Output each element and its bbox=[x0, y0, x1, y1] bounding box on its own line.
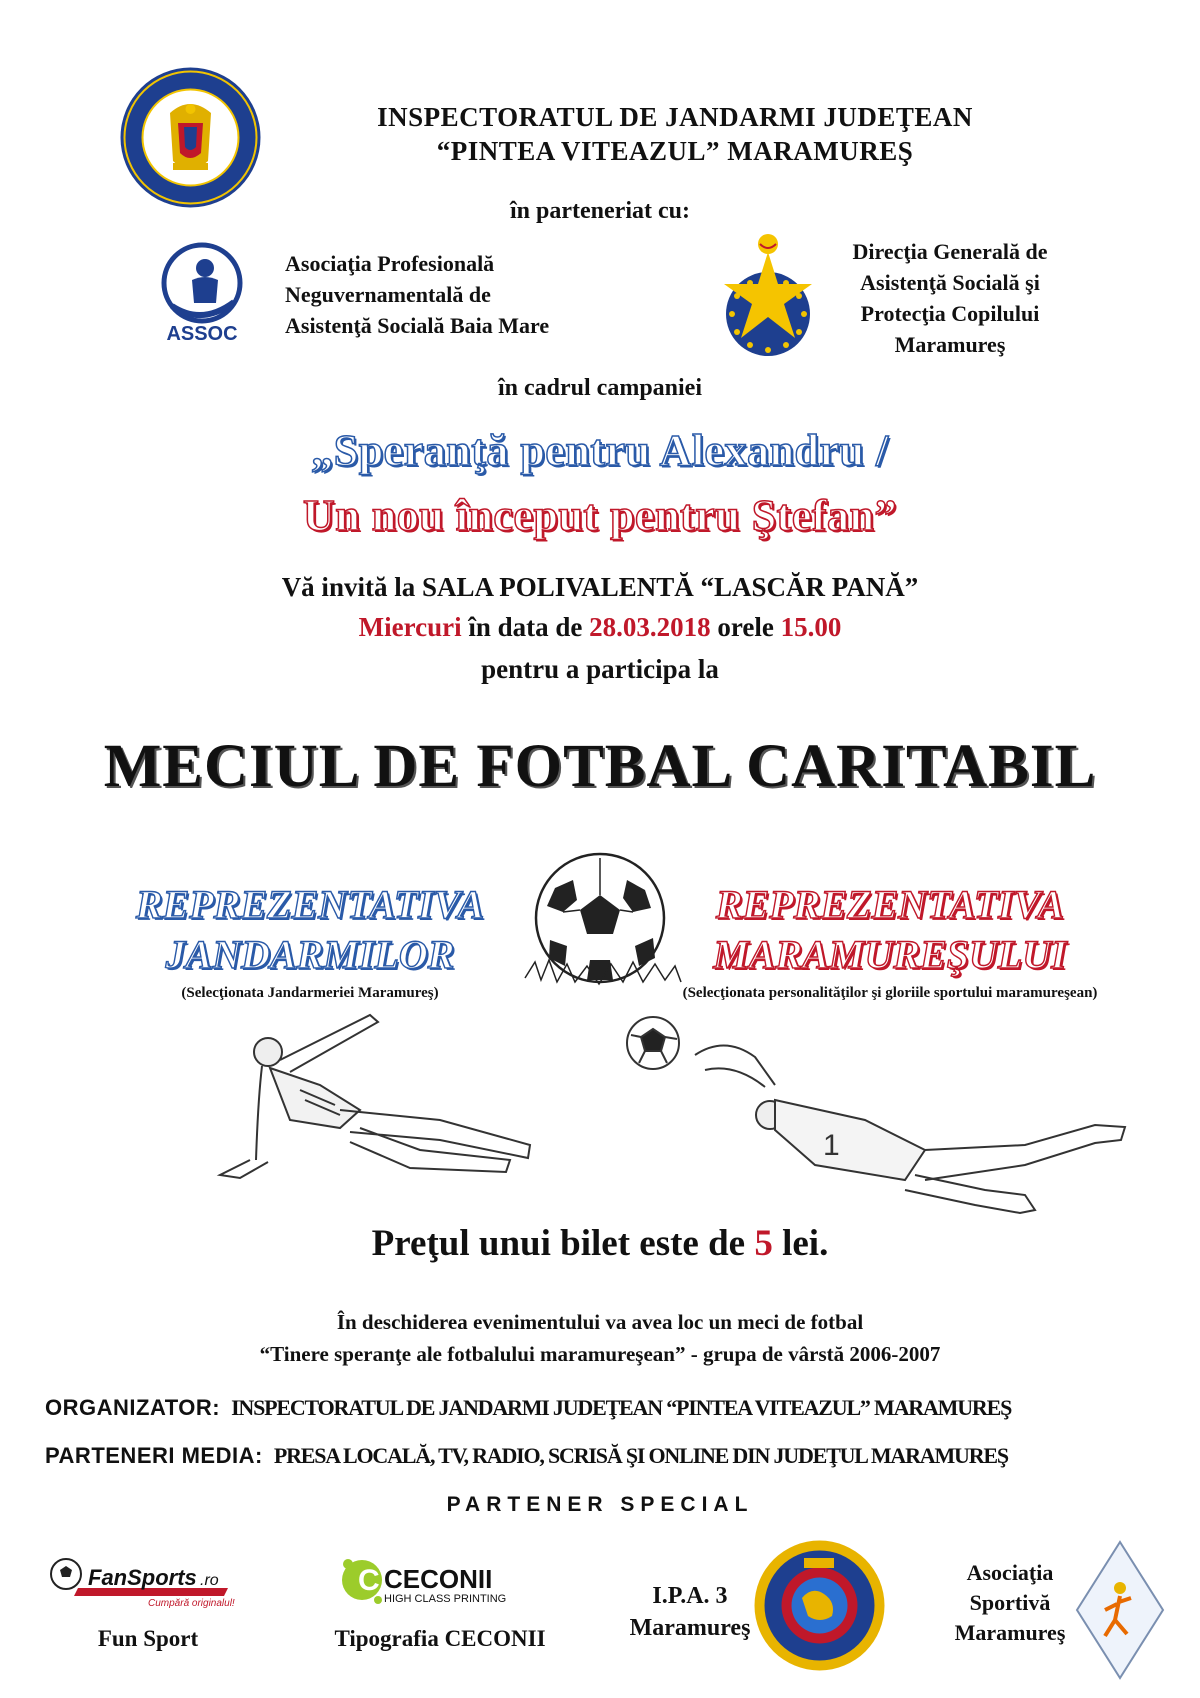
header-title-line1: INSPECTORATUL DE JANDARMI JUDEŢEAN bbox=[377, 102, 973, 132]
ticket-price-line bbox=[0, 1222, 1200, 1265]
diving-goalkeeper-illustration bbox=[625, 1015, 1135, 1215]
event-date: 28.03.2018 bbox=[589, 612, 711, 642]
sliding-player-icon bbox=[210, 1010, 540, 1180]
hands-figure-icon bbox=[150, 238, 260, 348]
sliding-player-illustration bbox=[210, 1010, 540, 1180]
event-time: 15.00 bbox=[780, 612, 842, 642]
team-right-line2: MARAMUREŞULUI bbox=[713, 932, 1067, 977]
campaign-intro: în cadrul campaniei bbox=[497, 375, 702, 401]
dgaspc-line2: Asistenţă Socială şi bbox=[860, 270, 1040, 295]
media-partners-line bbox=[45, 1443, 1175, 1469]
jandarmi-logo bbox=[118, 65, 263, 210]
fansport-tagline: Cumpără originalul! bbox=[148, 1598, 235, 1609]
soccer-ball-icon bbox=[515, 850, 685, 990]
media-label: PARTENERI MEDIA: bbox=[45, 1443, 263, 1468]
svg-text:1: 1 bbox=[823, 1129, 840, 1162]
dgaspc-logo bbox=[718, 232, 818, 357]
assoc-name bbox=[285, 248, 645, 341]
ticket-price: 5 bbox=[754, 1223, 773, 1264]
participate-line: pentru a participa la bbox=[481, 654, 719, 684]
assoc-line3: Asistenţă Socială Baia Mare bbox=[285, 313, 550, 338]
team-left-line1: REPREZENTATIVA bbox=[135, 882, 485, 927]
assoc-line2: Neguvernamentală de bbox=[285, 282, 491, 307]
organizer-value: INSPECTORATUL DE JANDARMI JUDEŢEAN “PINTEA VITEAZUL” MARAMUREŞ bbox=[231, 1395, 1012, 1420]
dgaspc-line1: Direcţia Generală de bbox=[852, 239, 1048, 264]
ticket-prefix: Preţul unui bilet este de bbox=[371, 1223, 755, 1264]
team-left-line2: JANDARMILOR bbox=[165, 932, 455, 977]
team-left-name bbox=[100, 880, 520, 980]
coat-of-arms-seal-icon bbox=[118, 65, 263, 210]
opening-line2: “Tinere speranţe ale fotbalului maramureşean” - grupa de vârstă 2006-2007 bbox=[259, 1342, 941, 1366]
match-title: MECIUL DE FOTBAL CARITABIL bbox=[103, 733, 1097, 800]
fansport-logo-text: FanSports bbox=[88, 1565, 197, 1590]
venue-line: Vă invită la SALA POLIVALENTĂ “LASCĂR PANĂ” bbox=[281, 572, 919, 602]
fansport-logo-suffix: .ro bbox=[200, 1572, 219, 1589]
soccer-ball-illustration bbox=[515, 850, 685, 990]
ipa-name bbox=[610, 1580, 770, 1644]
dgaspc-name bbox=[820, 236, 1080, 360]
header-title-line2: “PINTEA VITEAZUL” MARAMUREŞ bbox=[436, 136, 914, 166]
fansport-caption: Fun Sport bbox=[97, 1626, 199, 1651]
ticket-suffix: lei. bbox=[772, 1223, 829, 1264]
ipa-logo bbox=[752, 1538, 887, 1673]
ceconii-splash-icon bbox=[340, 1550, 540, 1610]
opening-line1: În deschiderea evenimentului va avea loc un meci de fotbal bbox=[336, 1310, 864, 1334]
campaign-slogan-line2: Un nou început pentru Ştefan” bbox=[303, 491, 897, 540]
ipa-globe-emblem-icon bbox=[752, 1538, 887, 1673]
dgaspc-line4: Maramureş bbox=[894, 332, 1006, 357]
date-line bbox=[0, 612, 1200, 643]
asm-line2: Sportivă bbox=[969, 1590, 1051, 1615]
dgaspc-line3: Protecţia Copilului bbox=[860, 301, 1040, 326]
svg-text:C: C bbox=[358, 1564, 380, 1597]
asm-line3: Maramureş bbox=[954, 1620, 1066, 1645]
assoc-logo bbox=[150, 238, 260, 348]
asm-logo bbox=[1075, 1540, 1165, 1680]
event-day: Miercuri bbox=[358, 612, 462, 642]
fansport-ball-icon bbox=[48, 1550, 248, 1610]
ceconii-logo bbox=[340, 1550, 540, 1610]
special-partner-heading: PARTENER SPECIAL bbox=[446, 1493, 754, 1516]
team-right-subtitle: (Selecţionata personalităţilor şi gloriile sportului maramureşean) bbox=[682, 985, 1098, 1001]
partnership-label: în parteneriat cu: bbox=[510, 198, 690, 224]
team-right-line1: REPREZENTATIVA bbox=[715, 882, 1065, 927]
asm-line1: Asociaţia bbox=[966, 1560, 1054, 1585]
diving-goalkeeper-icon bbox=[625, 1015, 1135, 1215]
ipa-line2: Maramureş bbox=[629, 1615, 751, 1641]
team-left-subtitle: (Selecţionata Jandarmeriei Maramureş) bbox=[181, 985, 439, 1001]
media-value: PRESA LOCALĂ, TV, RADIO, SCRISĂ ŞI ONLINE DIN JUDEŢUL MARAMUREŞ bbox=[273, 1443, 1008, 1468]
team-right-name bbox=[680, 880, 1100, 980]
ipa-line1: I.P.A. 3 bbox=[652, 1583, 728, 1609]
star-eu-icon bbox=[718, 232, 818, 357]
assoc-logo-text: ASSOC bbox=[166, 323, 238, 345]
date-prefix: în data de bbox=[461, 612, 590, 642]
runner-kite-emblem-icon bbox=[1075, 1540, 1165, 1680]
organizer-line bbox=[45, 1395, 1175, 1421]
fansport-logo bbox=[48, 1550, 248, 1610]
ceconii-logo-text: CECONII bbox=[384, 1564, 493, 1594]
organizer-label: ORGANIZATOR: bbox=[45, 1395, 221, 1420]
assoc-line1: Asociaţia Profesională bbox=[285, 251, 495, 276]
ceconii-caption: Tipografia CECONII bbox=[334, 1626, 546, 1651]
time-prefix: orele bbox=[710, 612, 781, 642]
header-title bbox=[285, 100, 1065, 168]
ceconii-tagline: HIGH CLASS PRINTING bbox=[384, 1593, 507, 1605]
asm-name bbox=[935, 1558, 1085, 1648]
campaign-slogan-line1: „Speranţă pentru Alexandru / bbox=[311, 426, 889, 475]
